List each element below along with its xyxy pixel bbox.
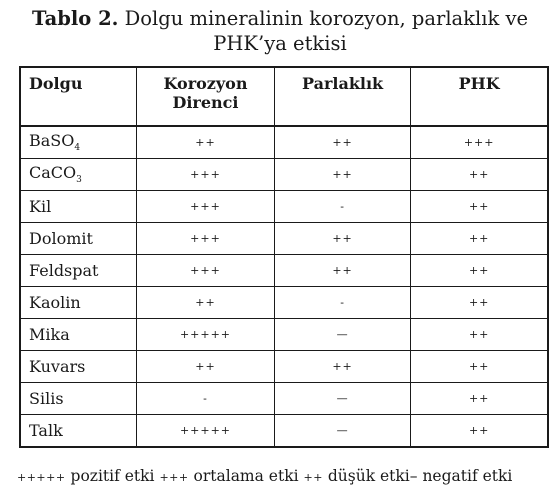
filler-name-text: Feldspat <box>29 261 99 280</box>
cell-parlaklik: — <box>274 415 411 448</box>
cell-korozyon: +++++ <box>137 415 275 448</box>
table-row <box>20 126 548 159</box>
cell-phk: ++ <box>411 191 548 223</box>
cell-korozyon: +++ <box>137 223 275 255</box>
filler-name-text: CaCO <box>29 163 77 183</box>
footnote-text-positive: pozitif etki <box>65 467 160 485</box>
header-dolgu: Dolgu <box>20 67 137 126</box>
table-footnote <box>17 467 512 485</box>
header-korozyon <box>137 67 275 126</box>
footnote-symbol-positive: +++++ <box>17 471 66 484</box>
caption-line-2: PHK’ya etkisi <box>213 32 347 55</box>
cell-phk: ++ <box>411 223 548 255</box>
filler-name-text: Mika <box>29 325 70 344</box>
cell-phk: ++ <box>411 255 548 287</box>
table-row <box>20 319 548 351</box>
footnote-text-low-negative: düşük etki– negatif etki <box>322 467 513 485</box>
cell-dolgu <box>20 287 137 319</box>
cell-parlaklik: — <box>274 319 411 351</box>
cell-korozyon: +++ <box>137 159 275 191</box>
caption-text-1: Dolgu mineralinin korozyon, parlaklık ve <box>124 7 529 30</box>
table-row <box>20 159 548 191</box>
filler-name-text: Kuvars <box>29 357 86 376</box>
caption-label: Tablo 2. <box>31 7 119 30</box>
cell-parlaklik: ++ <box>274 255 411 287</box>
cell-dolgu <box>20 223 137 255</box>
table-header-row <box>20 67 548 126</box>
cell-korozyon: ++ <box>137 126 275 159</box>
cell-korozyon: ++ <box>137 287 275 319</box>
footnote-symbol-low: ++ <box>303 471 323 484</box>
filler-name-text: Talk <box>29 421 63 440</box>
caption-line-1 <box>0 6 560 31</box>
cell-parlaklik: ++ <box>274 126 411 159</box>
cell-parlaklik: ++ <box>274 351 411 383</box>
cell-korozyon: +++++ <box>137 319 275 351</box>
table-row <box>20 351 548 383</box>
cell-parlaklik: - <box>274 287 411 319</box>
table-row <box>20 287 548 319</box>
filler-name-subscript: 3 <box>76 175 82 186</box>
cell-dolgu <box>20 351 137 383</box>
cell-korozyon: +++ <box>137 191 275 223</box>
header-korozyon-text: Korozyon Direnci <box>163 74 248 112</box>
cell-phk: +++ <box>411 126 548 159</box>
table-caption <box>0 6 560 56</box>
cell-dolgu <box>20 319 137 351</box>
filler-name-text: BaSO <box>29 131 75 151</box>
cell-korozyon: - <box>137 383 275 415</box>
cell-dolgu <box>20 159 137 191</box>
cell-dolgu <box>20 255 137 287</box>
filler-name-text: Kaolin <box>29 293 81 312</box>
table-body <box>20 126 548 447</box>
footnote-text-average: ortalama etki <box>188 467 304 485</box>
footnote-symbol-average: +++ <box>159 471 189 484</box>
table-row <box>20 223 548 255</box>
cell-dolgu <box>20 126 137 159</box>
filler-effects-table <box>19 66 549 448</box>
filler-name-text: Kil <box>29 197 52 216</box>
cell-parlaklik: ++ <box>274 223 411 255</box>
cell-phk: ++ <box>411 287 548 319</box>
cell-parlaklik: - <box>274 191 411 223</box>
table-row <box>20 383 548 415</box>
cell-korozyon: +++ <box>137 255 275 287</box>
cell-parlaklik: ++ <box>274 159 411 191</box>
cell-dolgu <box>20 191 137 223</box>
cell-dolgu <box>20 383 137 415</box>
cell-parlaklik: — <box>274 383 411 415</box>
filler-name-text: Silis <box>29 389 64 408</box>
table-row <box>20 191 548 223</box>
table-row <box>20 415 548 448</box>
cell-phk: ++ <box>411 383 548 415</box>
table-row <box>20 255 548 287</box>
cell-phk: ++ <box>411 351 548 383</box>
cell-phk: ++ <box>411 415 548 448</box>
cell-phk: ++ <box>411 319 548 351</box>
header-phk: PHK <box>411 67 548 126</box>
filler-name-text: Dolomit <box>29 229 93 248</box>
cell-dolgu <box>20 415 137 448</box>
cell-korozyon: ++ <box>137 351 275 383</box>
header-parlaklik: Parlaklık <box>274 67 411 126</box>
cell-phk: ++ <box>411 159 548 191</box>
filler-name-subscript: 4 <box>74 143 81 154</box>
